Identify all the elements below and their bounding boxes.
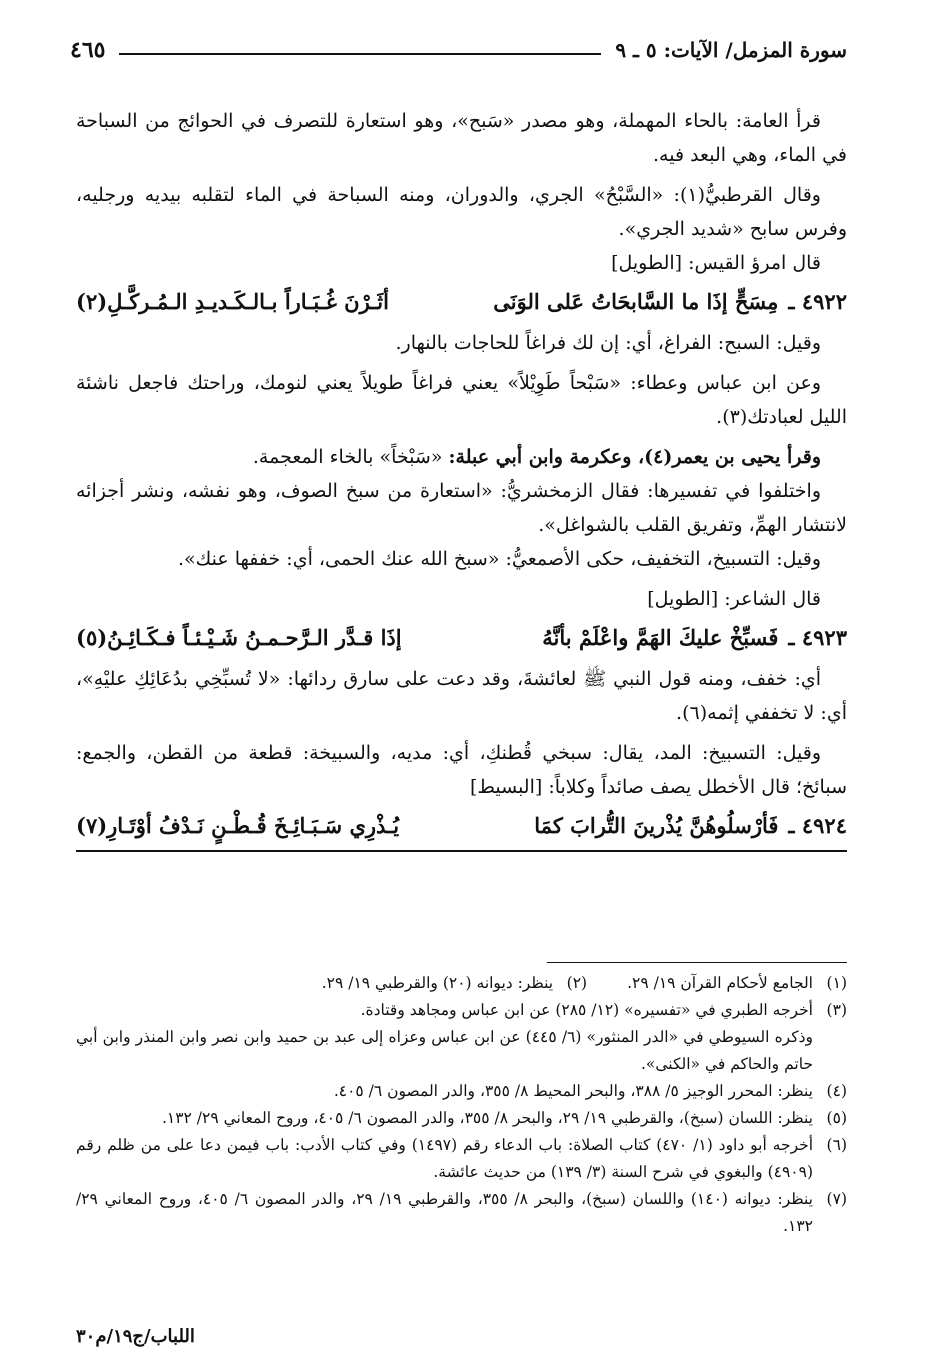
footnote-text: الجامع لأحكام القرآن ١٩/ ٢٩. bbox=[627, 974, 813, 992]
footnote-text: وذكره السيوطي في «الدر المنثور» (٦/ ٤٤٥) عن ابن عباس وعزاه إلى عبد بن حميد وابن نصر وابن المنذر وابن أبي حاتم والحاكم في «الكنى». bbox=[76, 1028, 814, 1073]
footnote-number bbox=[813, 1024, 847, 1078]
footnote bbox=[627, 970, 847, 997]
footnote bbox=[76, 997, 847, 1024]
footnote-number: (٥) bbox=[826, 1109, 847, 1127]
bold-phrase: وقرأ يحيى بن يعمر(٤)، وعكرمة وابن أبي عبلة: bbox=[448, 446, 821, 468]
page-header bbox=[70, 30, 847, 70]
verse-4924 bbox=[76, 806, 847, 852]
footnote bbox=[76, 1186, 847, 1240]
footnote-number: (١) bbox=[826, 974, 847, 992]
footnote bbox=[322, 970, 587, 997]
footnote-separator bbox=[547, 962, 847, 963]
verse-hemistich-second: إذَا قـدَّر الـرَّحـمـنُ شَـيْـئـاً فـكَـائِـنُ(٥) bbox=[76, 625, 402, 650]
page-number: ٤٦٥ bbox=[70, 37, 106, 63]
footnote bbox=[76, 1105, 847, 1132]
footnote-text: ينظر: ديوانه (١٤٠) واللسان (سبخ)، والبحر ٨/ ٣٥٥، والقرطبي ١٩/ ٢٩، والدر المصون ٦/ ٤٠٥، وروح المعاني ٢٩/ ١٣٢. bbox=[76, 1190, 813, 1235]
paragraph: أي: خفف، ومنه قول النبي ﷺ لعائشةَ، وقد دعت على سارق ردائها: «لا تُسبِّخِي بدُعَائِكِ عليْهِ»، أي: لا تخففي إثمه(٦). bbox=[76, 668, 847, 724]
footnote-number: (٢) bbox=[566, 974, 588, 992]
paragraph: وقيل: التسبيخ، التخفيف، حكى الأصمعيُّ: «سبخ الله عنك الحمى، أي: خففها عنك». bbox=[177, 548, 821, 570]
footnote-text: ينظر: ديوانه (٢٠) والقرطبي ١٩/ ٢٩. bbox=[321, 974, 554, 992]
verse-hemistich-second: أثَـرْنَ غُـبَـاراً بـالـكَـديـدِ الـمُـركَّـلِ(٢) bbox=[76, 289, 389, 314]
verse-hemistich-second: يُـذْرِي سَـبَـائِـخَ قُـطْـنٍ نَـدْفُ أوْتَـارِ(٧) bbox=[76, 813, 400, 838]
footnote-number: (٦) bbox=[826, 1136, 847, 1154]
paragraph: وعن ابن عباس وعطاء: «سَبْحاً طَوِيْلاً» يعني فراغاً طويلاً يعني لنومك، وراحتك فاجعل ناشئة الليل لعبادتك(٣). bbox=[76, 372, 847, 428]
poet-intro: قال امرؤ القيس: [الطويل] bbox=[611, 252, 821, 274]
verse-hemistich-first: فَسبِّخْ عليكَ الهَمَّ واعْلَمْ بأنَّهُ bbox=[542, 625, 779, 650]
footnote-text: أخرجه أبو داود (١/ ٤٧٠) كتاب الصلاة: باب الدعاء رقم (١٤٩٧) وفي كتاب الأدب: باب فيمن دعا على من ظلم رقم (٤٩٠٩) والبغوي في شرح السنة (٣/ ١٣٩) من حديث عائشة. bbox=[76, 1136, 814, 1181]
verse-number: ٤٩٢٣ ـ bbox=[788, 625, 847, 650]
verse-4922 bbox=[76, 282, 847, 322]
main-text bbox=[76, 104, 847, 856]
footnote-text: ينظر: المحرر الوجيز ٥/ ٣٨٨، والبحر المحيط ٨/ ٣٥٥، والدر المصون ٦/ ٤٠٥. bbox=[333, 1082, 813, 1100]
paragraph: وقيل: التسبيخ: المد، يقال: سبخي قُطنكِ، أي: مديه، والسبيخة: قطعة من القطن، والجمع: سبائخ؛ قال الأخطل يصف صائداً وكلاباً: [البسيط] bbox=[76, 742, 847, 798]
poet-intro: قال الشاعر: [الطويل] bbox=[647, 588, 821, 610]
footnote-number: (٧) bbox=[826, 1190, 847, 1208]
footnote-row bbox=[76, 970, 847, 997]
footnotes bbox=[76, 970, 847, 1240]
verse-number: ٤٩٢٢ ـ bbox=[788, 289, 847, 314]
verse-4923 bbox=[76, 618, 847, 658]
verse-hemistich-first: فَأرْسلُوهُنَّ يُذْرينَ التُّرابَ كمَا bbox=[534, 813, 779, 838]
footnote bbox=[76, 1132, 847, 1186]
verse-number: ٤٩٢٤ ـ bbox=[788, 813, 847, 838]
footnote-number: (٤) bbox=[826, 1082, 847, 1100]
footnote-text: أخرجه الطبري في «تفسيره» (١٢/ ٢٨٥) عن ابن عباس ومجاهد وقتادة. bbox=[360, 1001, 813, 1019]
footnote bbox=[76, 1078, 847, 1105]
footnote bbox=[76, 1024, 847, 1078]
paragraph: وقيل: السبح: الفراغ، أي: إن لك فراغاً للحاجات بالنهار. bbox=[395, 332, 821, 354]
footnote-number: (٣) bbox=[826, 1001, 847, 1019]
paragraph: قرأ العامة: بالحاء المهملة، وهو مصدر «سَبح»، وهو استعارة للتصرف في الحوائج من السباحة في الماء، وهي البعد فيه. bbox=[76, 110, 847, 166]
paragraph: واختلفوا في تفسيرها: فقال الزمخشريُّ: «استعارة من سبخ الصوف، وهو نفشه، ونشر أجزائه لانتشار الهمِّ، وتفريق القلب بالشواغل». bbox=[76, 480, 847, 536]
header-rule bbox=[119, 53, 601, 55]
book-signature: اللباب/ج١٩/م٣٠ bbox=[76, 1326, 195, 1347]
text-span: «سَبْخاً» بالخاء المعجمة. bbox=[252, 446, 443, 468]
footnote-text: ينظر: اللسان (سبخ)، والقرطبي ١٩/ ٢٩، والبحر ٨/ ٣٥٥، والدر المصون ٦/ ٤٠٥، وروح المعاني ٢٩/ ١٣٢. bbox=[161, 1109, 813, 1127]
surah-title: سورة المزمل/ الآيات: ٥ ـ ٩ bbox=[615, 38, 847, 62]
paragraph: وقال القرطبيُّ(١): «السَّبْحُ» الجري، والدوران، ومنه السباحة في الماء لتقلبه بيديه ورجليه، وفرس سابح «شديد الجري». bbox=[76, 184, 847, 240]
verse-hemistich-first: مِسَحٍّ إذَا ما السَّابحَاتُ عَلى الوَنَى bbox=[493, 289, 779, 314]
paragraph bbox=[76, 440, 847, 474]
